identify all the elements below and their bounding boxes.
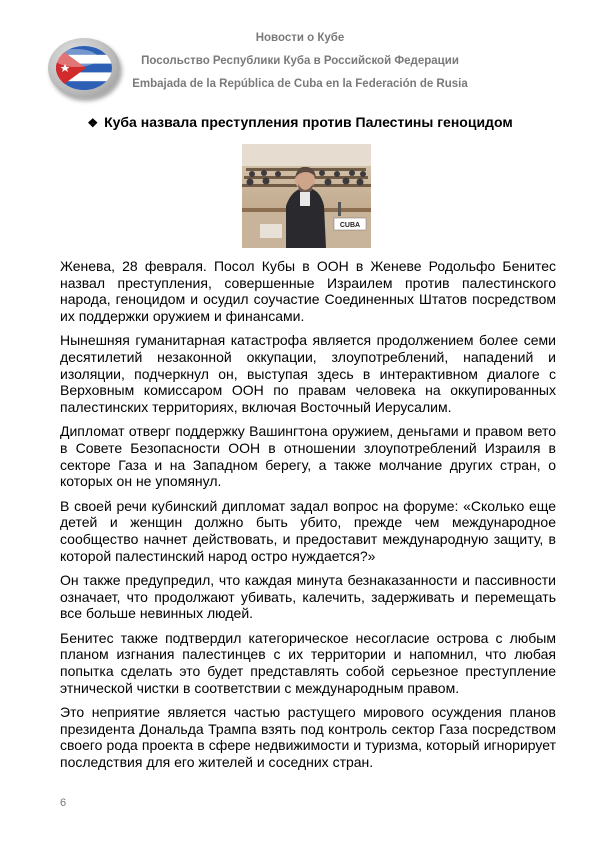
article-paragraph: В своей речи кубинский дипломат задал вопрос на форуме: «Сколько еще детей и женщин должно быть убито, прежде чем международное сообщество начнет действовать, и предоставит международную защиту, в которой палестинский народ остро нуждается?» — [60, 497, 556, 564]
article-paragraph: Нынешняя гуманитарная катастрофа является продолжением более семи десятилетий незаконной оккупации, злоупотреблений, нападений и изоляции, подчеркнул он, выступая здесь в интерактивном диалоге с Верховным комиссаром ООН по правам человека на оккупированных палестинских территориях, включая Восточный Иерусалим. — [60, 332, 556, 415]
diamond-bullet-icon: ❖ — [87, 116, 99, 130]
article-paragraph: Женева, 28 февраля. Посол Кубы в ООН в Женеве Родольфо Бенитес назвал преступления, совершенные Израилем против палестинского народа, геноцидом и осудил соучастие Соединенных Штатов посредством их поддержки оружием и финансами. — [60, 258, 556, 324]
article-body — [60, 258, 556, 779]
article-title: Куба назвала преступления против Палестины геноцидом — [104, 114, 513, 130]
article-paragraph: Это неприятие является частью растущего мирового осуждения планов президента Дональда Трампа взять под контроль сектор Газа посредством своего рода проекта в сфере недвижимости и туризма, который игнорирует последствия для его жителей и соседних стран. — [60, 704, 556, 771]
article-title-row — [0, 114, 600, 130]
photo-name-plate: CUBA — [339, 222, 361, 229]
article-paragraph: Бенитес также подтвердил категорическое несогласие острова с любым планом изгнания палестинцев с их территории и напомнил, что любая попытка сделать это будет представлять собой серьезное преступление этнической чистки в соответствии с международным правом. — [60, 629, 556, 696]
conference-hall-photo — [242, 144, 371, 248]
embassy-name-es: Embajada de la República de Cuba en la Federación de Rusia — [132, 78, 468, 90]
news-title: Новости о Кубе — [255, 32, 345, 44]
article-paragraph: Он также предупредил, что каждая минута безнаказанности и пассивности означает, что продолжают убивать, калечить, задерживать и перемещать все больше невинных людей. — [60, 572, 556, 622]
article-paragraph: Дипломат отверг поддержку Вашингтона оружием, деньгами и правом вето в Совете Безопасности ООН в отношении злоупотреблений Израиля в секторе Газа и на Западном берегу, а также молчание других стран, о которых он не упомянул. — [60, 423, 556, 490]
page-number: 6 — [60, 797, 67, 809]
article-photo — [242, 144, 371, 248]
embassy-name-ru: Посольство Республики Куба в Российской Федерации — [141, 55, 459, 67]
